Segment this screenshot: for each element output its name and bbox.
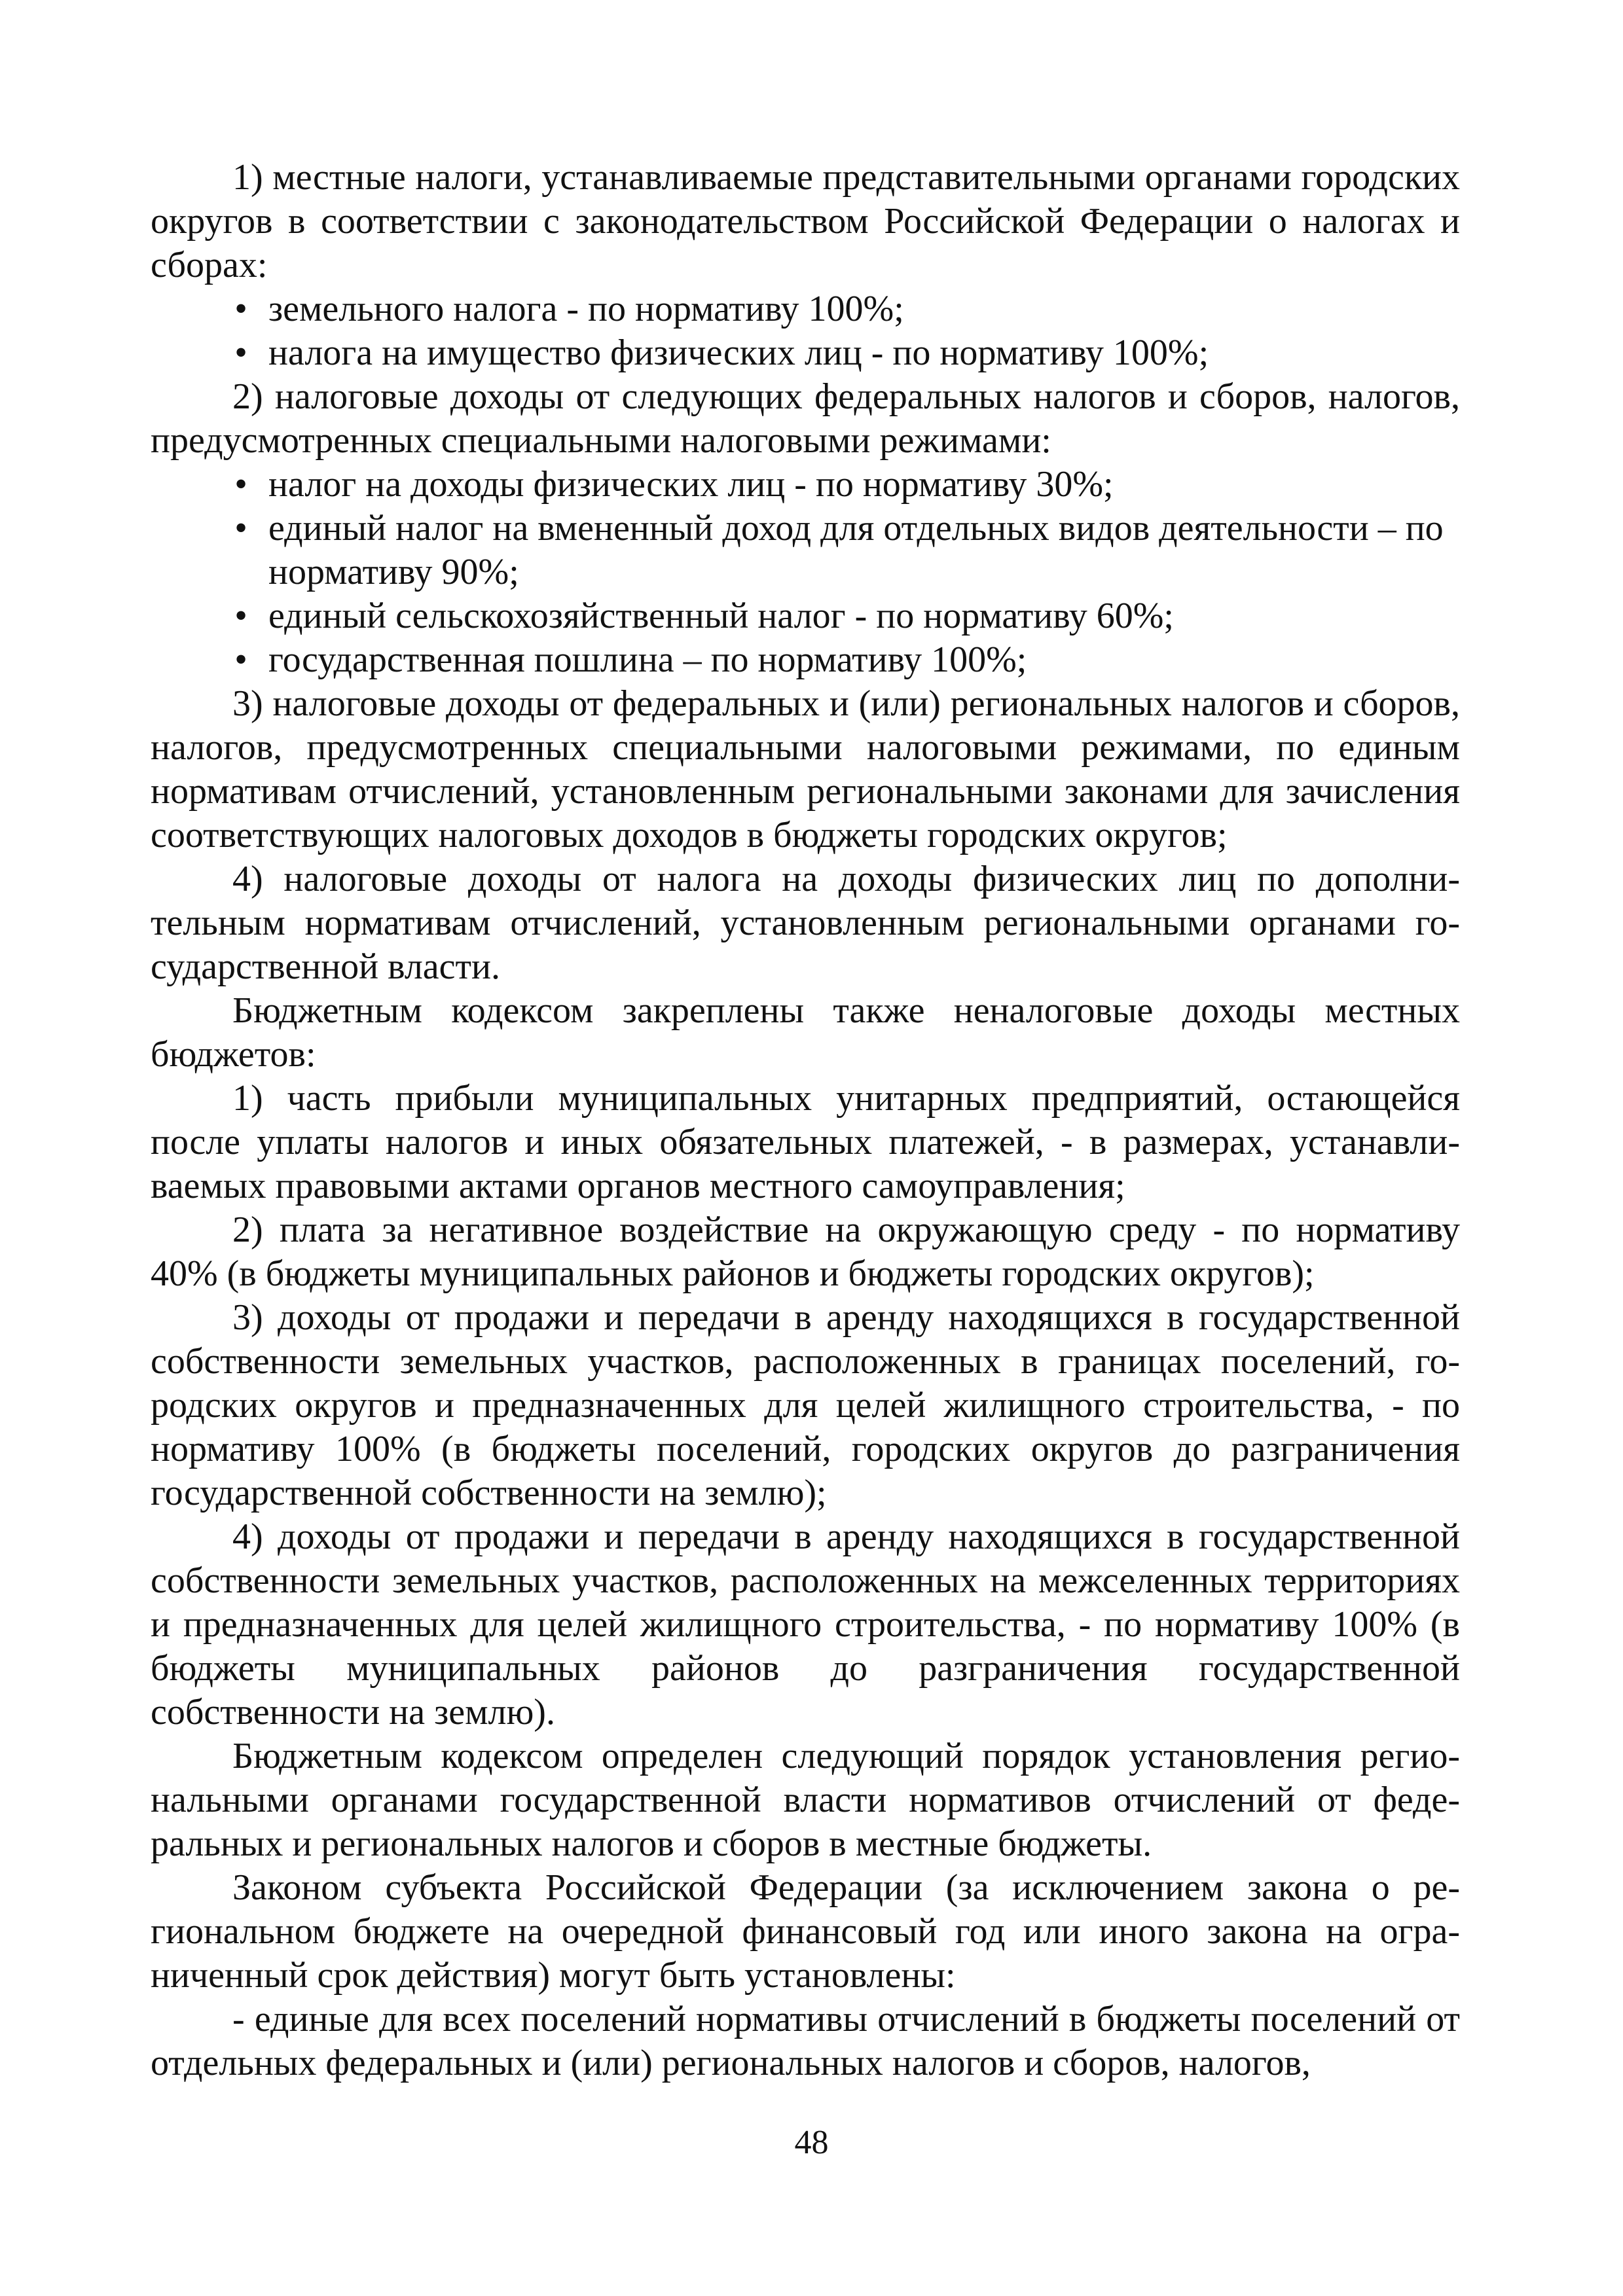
page-body: [151, 156, 1460, 2085]
paragraph-land-intersettlement: 4) доходы от продажи и передачи в аренду находящихся в государственной собственности земельных участков, расположенных на межселенных территориях и предназначенных для целей жилищного строительства, - по нормативу 100% (в бюджеты муниципальных районов до разграничения государственной собственности на землю).: [151, 1516, 1460, 1732]
bullet-icon: •: [234, 289, 247, 329]
paragraph-additional-norms: 4) налоговые доходы от налога на доходы физических лиц по дополнительным нормативам отчислений, установленным региональными органами государственной власти.: [151, 859, 1460, 987]
list-item: [151, 287, 1460, 331]
paragraph-procedure: Бюджетным кодексом определен следующий порядок установления региональными органами государственной власти нормативов отчислений от федеральных и региональных налогов и сборов в местные бюджеты.: [151, 1736, 1460, 1864]
paragraph-federal-taxes: 2) налоговые доходы от следующих федеральных налогов и сборов, налогов, предусмотренных специальными налоговыми режимами:: [151, 376, 1460, 461]
list-item: [151, 331, 1460, 375]
bullet-icon: •: [234, 639, 247, 680]
bullet-icon: •: [234, 596, 247, 636]
paragraph-municipal-profit: 1) часть прибыли муниципальных унитарных предприятий, остающейся после уплаты налогов и иных обязательных платежей, - в размерах, устанавливаемых правовыми актами органов местного самоуправления;: [151, 1078, 1460, 1206]
list-item-text: налога на имущество физических лиц - по нормативу 100%;: [268, 332, 1209, 373]
paragraph-nontax-intro: Бюджетным кодексом закреплены также неналоговые доходы местных бюджетов:: [151, 990, 1460, 1075]
paragraph-environment-fee: 2) плата за негативное воздействие на окружающую среду - по нормативу 40% (в бюджеты муниципальных районов и бюджеты городских округов);: [151, 1210, 1460, 1294]
page-number: 48: [794, 2124, 829, 2161]
local-taxes-list: [151, 287, 1460, 375]
list-item-text: земельного налога - по нормативу 100%;: [268, 289, 904, 329]
federal-taxes-list: [151, 463, 1460, 682]
paragraph-regional-taxes: 3) налоговые доходы от федеральных и (или) региональных налогов и сборов, налогов, предусмотренных специальными налоговыми режимами, по единым нормативам отчислений, установленным региональными законами для зачисления соответствующих налоговых доходов в бюджеты городских округов;: [151, 683, 1460, 855]
paragraph-land-settlements: 3) доходы от продажи и передачи в аренду находящихся в государственной собственности земельных участков, расположенных в границах поселений, городских округов и предназначенных для целей жилищного строительства, - по нормативу 100% (в бюджеты поселений, городских округов до разграничения государственной собственности на землю);: [151, 1297, 1460, 1513]
bullet-icon: •: [234, 464, 247, 505]
bullet-icon: •: [234, 508, 247, 548]
list-item: [151, 594, 1460, 638]
paragraph-uniform-norms: - единые для всех поселений нормативы отчислений в бюджеты поселений от отдельных федеральных и (или) региональных налогов и сборов, налогов,: [151, 1999, 1460, 2083]
bullet-icon: •: [234, 332, 247, 373]
list-item-text: единый налог на вмененный доход для отдельных видов деятельности – по нормативу 90%;: [268, 508, 1444, 592]
list-item-text: государственная пошлина – по нормативу 100%;: [268, 639, 1027, 680]
list-item: [151, 507, 1460, 594]
list-item-text: налог на доходы физических лиц - по нормативу 30%;: [268, 464, 1114, 505]
paragraph-subject-law: Законом субъекта Российской Федерации (за исключением закона о региональном бюджете на очередной финансовый год или иного закона на ограниченный срок действия) могут быть установлены:: [151, 1867, 1460, 1996]
list-item: [151, 638, 1460, 682]
paragraph-local-taxes: 1) местные налоги, устанавливаемые представительными органами городских округов в соответствии с законодательством Российской Федерации о налогах и сборах:: [151, 157, 1460, 285]
list-item-text: единый сельскохозяйственный налог - по нормативу 60%;: [268, 596, 1174, 636]
list-item: [151, 463, 1460, 507]
